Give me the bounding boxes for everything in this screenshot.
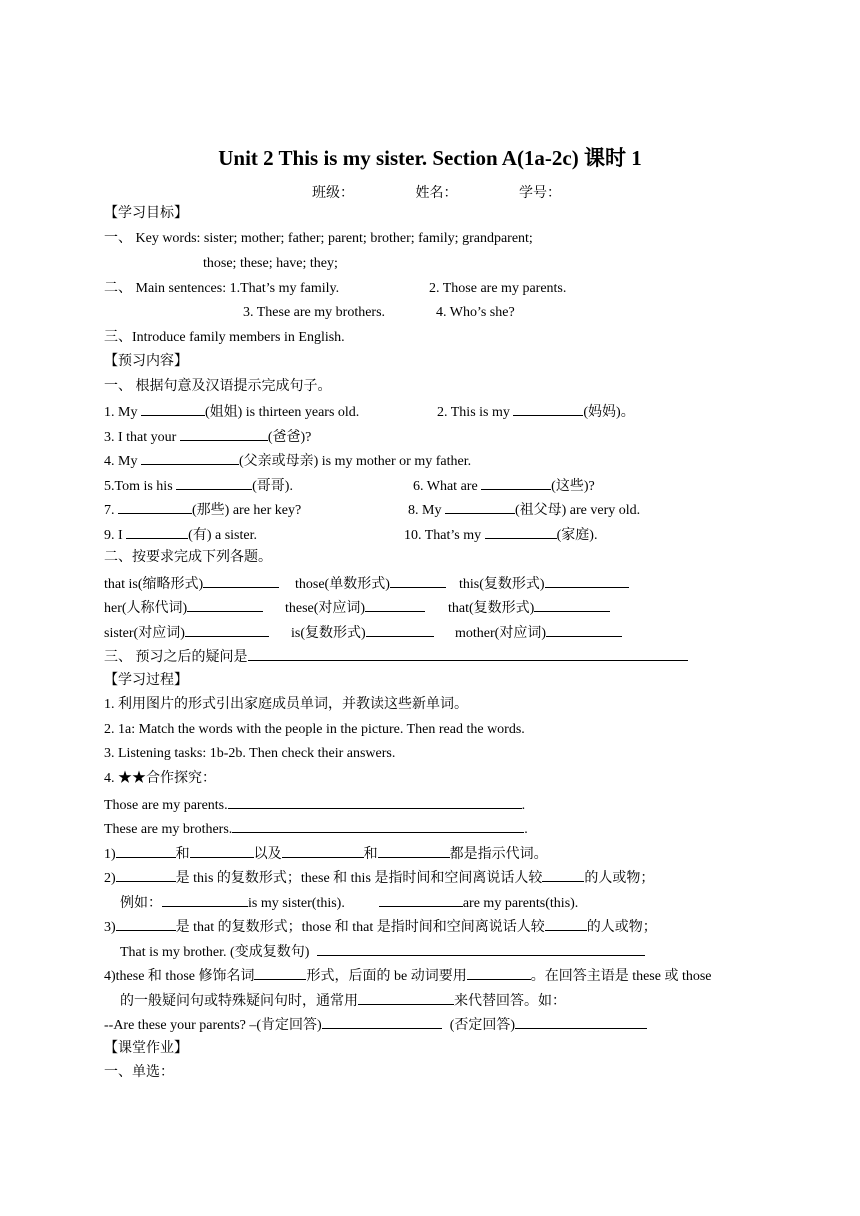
form-item: that(复数形式) bbox=[448, 598, 610, 618]
answer-blank[interactable] bbox=[118, 500, 192, 514]
answer-blank[interactable] bbox=[116, 868, 176, 882]
form-item: sister(对应词) bbox=[104, 623, 269, 643]
answer-blank[interactable] bbox=[534, 598, 610, 612]
process-step-2: 2. 1a: Match the words with the people in the picture. Then read the words. bbox=[104, 722, 525, 737]
explore-example: 例如： is my sister(this). are my parents(this). bbox=[120, 893, 578, 913]
process-step-1: 1. 利用图片的形式引出家庭成员单词，并教读这些新单词。 bbox=[104, 697, 468, 712]
explore-item-4: 4)these 和 those 修饰名词 形式，后面的 be 动词要用 。在回答主语是 these 或 those bbox=[104, 966, 712, 986]
form-item: those(单数形式) bbox=[295, 574, 446, 594]
fill-item: 3. I that your (爸爸)? bbox=[104, 427, 311, 447]
student-info bbox=[312, 182, 561, 202]
answer-blank[interactable] bbox=[513, 402, 583, 416]
preview-question-2: 二、按要求完成下列各题。 bbox=[104, 550, 272, 565]
answer-blank[interactable] bbox=[141, 402, 205, 416]
answer-blank[interactable] bbox=[203, 574, 279, 588]
form-item: that is(缩略形式) bbox=[104, 574, 279, 594]
process-step-4: 4. ★★合作探究： bbox=[104, 771, 216, 786]
answer-blank[interactable] bbox=[378, 844, 450, 858]
name-label: 姓名： bbox=[415, 186, 458, 201]
key-words-line2: those; these; have; they; bbox=[203, 256, 338, 271]
answer-blank[interactable] bbox=[190, 844, 254, 858]
fill-item: 4. My (父亲或母亲) is my mother or my father. bbox=[104, 451, 471, 471]
explore-plural-task: That is my brother. (变成复数句) bbox=[120, 942, 645, 962]
form-item: is(复数形式) bbox=[291, 623, 434, 643]
fill-item: 2. This is my (妈妈)。 bbox=[437, 402, 635, 422]
form-item: mother(对应词) bbox=[455, 623, 622, 643]
number-label: 学号： bbox=[519, 186, 561, 201]
answer-blank[interactable] bbox=[545, 574, 629, 588]
objective-3: 三、Introduce family members in English. bbox=[104, 330, 345, 345]
example-sentence-1: Those are my parents. . bbox=[104, 795, 525, 815]
example-sentence-2: These are my brothers. . bbox=[104, 819, 528, 839]
section-process-header: 【学习过程】 bbox=[104, 673, 188, 688]
fill-item: 1. My (姐姐) is thirteen years old. bbox=[104, 402, 359, 422]
fill-item: 10. That’s my (家庭). bbox=[404, 525, 597, 545]
answer-blank[interactable] bbox=[254, 966, 306, 980]
answer-blank[interactable] bbox=[116, 844, 176, 858]
explore-item-3: 3) 是 that 的复数形式；those 和 that 是指时间和空间离说话人较 的人或物； bbox=[104, 917, 657, 937]
key-words-line: 一、 Key words: sister; mother; father; parent; brother; family; grandparent; bbox=[104, 231, 533, 246]
fill-item: 7. (那些) are her key? bbox=[104, 500, 301, 520]
answer-blank[interactable] bbox=[282, 844, 364, 858]
answer-blank[interactable] bbox=[232, 819, 524, 833]
explore-item-4-cont: 的一般疑问句或特殊疑问句时，通常用 来代替回答。如： bbox=[120, 991, 566, 1011]
class-label: 班级： bbox=[312, 186, 354, 201]
answer-blank[interactable] bbox=[481, 476, 551, 490]
answer-blank[interactable] bbox=[185, 623, 269, 637]
answer-blank[interactable] bbox=[445, 500, 515, 514]
section-classwork-header: 【课堂作业】 bbox=[104, 1041, 188, 1056]
answer-blank[interactable] bbox=[358, 991, 454, 1005]
answer-blank[interactable] bbox=[515, 1015, 647, 1029]
answer-blank[interactable] bbox=[126, 525, 188, 539]
classwork-question-1: 一、单选： bbox=[104, 1065, 174, 1080]
answer-blank[interactable] bbox=[365, 598, 425, 612]
explore-item-1: 1) 和 以及 和 都是指示代词。 bbox=[104, 844, 548, 864]
main-sentence-2: 2. Those are my parents. bbox=[429, 281, 567, 296]
answer-blank[interactable] bbox=[485, 525, 557, 539]
answer-blank[interactable] bbox=[322, 1015, 442, 1029]
answer-blank[interactable] bbox=[379, 893, 463, 907]
answer-blank[interactable] bbox=[187, 598, 263, 612]
answer-blank[interactable] bbox=[176, 476, 252, 490]
answer-blank[interactable] bbox=[366, 623, 434, 637]
preview-question-3: 三、 预习之后的疑问是 bbox=[104, 647, 688, 667]
explore-item-2: 2) 是 this 的复数形式；these 和 this 是指时间和空间离说话人较 的人或物； bbox=[104, 868, 654, 888]
answer-blank[interactable] bbox=[116, 917, 176, 931]
fill-item: 8. My (祖父母) are very old. bbox=[408, 500, 640, 520]
fill-item: 5.Tom is his (哥哥). bbox=[104, 476, 293, 496]
answer-blank[interactable] bbox=[545, 917, 587, 931]
main-sentence-4: 4. Who’s she? bbox=[436, 305, 515, 320]
page-title: Unit 2 This is my sister. Section A(1a-2c) 课时 1 bbox=[218, 146, 642, 170]
answer-blank[interactable] bbox=[141, 451, 239, 465]
main-sentence-3: 3. These are my brothers. bbox=[243, 305, 386, 320]
answer-blank[interactable] bbox=[542, 868, 584, 882]
fill-item: 6. What are (这些)? bbox=[413, 476, 595, 496]
form-item: this(复数形式) bbox=[459, 574, 629, 594]
main-sentence-1: 二、 Main sentences: 1.That’s my family. bbox=[104, 281, 340, 296]
answer-blank[interactable] bbox=[228, 795, 522, 809]
process-step-3: 3. Listening tasks: 1b-2b. Then check their answers. bbox=[104, 746, 396, 761]
form-item: these(对应词) bbox=[285, 598, 425, 618]
explore-answer-line: --Are these your parents? –(肯定回答) (否定回答) bbox=[104, 1015, 647, 1035]
answer-blank[interactable] bbox=[248, 647, 688, 661]
answer-blank[interactable] bbox=[467, 966, 531, 980]
answer-blank[interactable] bbox=[162, 893, 248, 907]
preview-question-1: 一、 根据句意及汉语提示完成句子。 bbox=[104, 379, 332, 394]
answer-blank[interactable] bbox=[390, 574, 446, 588]
form-item: her(人称代词) bbox=[104, 598, 263, 618]
section-objectives-header: 【学习目标】 bbox=[104, 206, 188, 221]
section-preview-header: 【预习内容】 bbox=[104, 354, 188, 369]
answer-blank[interactable] bbox=[180, 427, 268, 441]
answer-blank[interactable] bbox=[546, 623, 622, 637]
fill-item: 9. I (有) a sister. bbox=[104, 525, 257, 545]
answer-blank[interactable] bbox=[317, 942, 645, 956]
